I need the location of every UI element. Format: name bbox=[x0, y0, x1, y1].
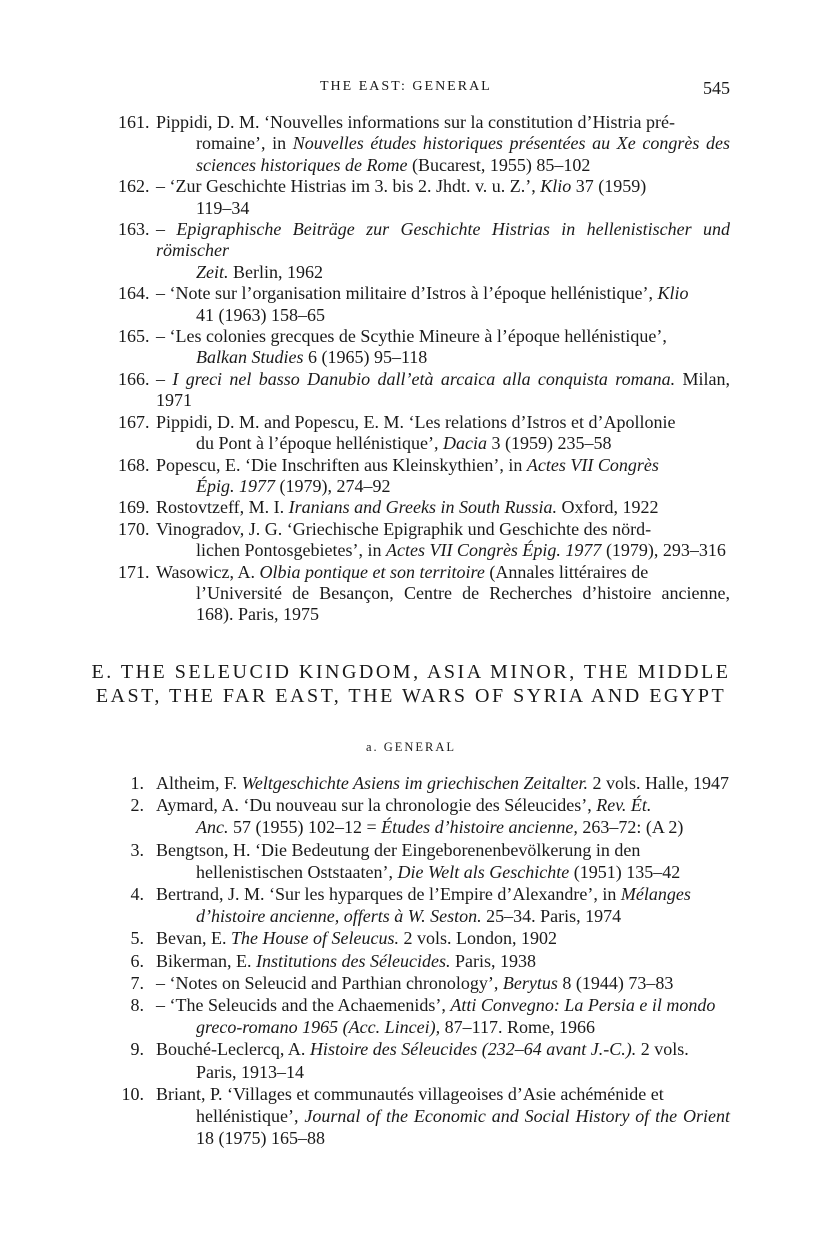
entry-text bbox=[156, 927, 730, 949]
entry-number: 9. bbox=[130, 1039, 144, 1060]
entry-number: 166. bbox=[118, 368, 150, 389]
entry-number: 3. bbox=[130, 839, 144, 860]
entry-continuation: lichen Pontosgebietes’, in Actes VII Congrès Épig. 1977 (1979), 293–316 bbox=[196, 540, 726, 561]
entry-number: 6. bbox=[130, 950, 144, 971]
bibliography-entry bbox=[118, 283, 730, 326]
entry-first-line: Pippidi, D. M. ‘Nouvelles informations sur la constitution d’Histria pré- bbox=[156, 112, 675, 132]
entry-number: 4. bbox=[130, 884, 144, 905]
entry-first-line: Bengtson, H. ‘Die Bedeutung der Eingeborenenbevölkerung in den bbox=[156, 839, 641, 860]
entry-first-line: – ‘Les colonies grecques de Scythie Mineure à l’époque hellénistique’, bbox=[156, 326, 667, 347]
entry-number: 164. bbox=[118, 283, 150, 304]
bibliography-entry bbox=[118, 883, 730, 927]
entry-number: 169. bbox=[118, 497, 150, 518]
entry-number: 1. bbox=[130, 773, 144, 793]
entry-first-line: Briant, P. ‘Villages et communautés villageoises d’Asie achéménide et bbox=[156, 1083, 664, 1104]
bibliography-entry bbox=[118, 326, 730, 369]
running-head bbox=[130, 79, 730, 101]
bibliography-entry bbox=[118, 455, 730, 498]
entry-first-line: Bertrand, J. M. ‘Sur les hyparques de l’Empire d’Alexandre’, in Mélanges bbox=[156, 884, 691, 905]
entry-number: 167. bbox=[118, 411, 150, 432]
bibliography-entry bbox=[118, 562, 730, 626]
entry-first-line: – I greci nel basso Danubio dall’età arcaica alla conquista romana. Milan, 1971 bbox=[156, 368, 731, 411]
entry-continuation: hellenistischen Oststaaten’, Die Welt als Geschichte (1951) 135–42 bbox=[196, 861, 681, 882]
bibliography-entry bbox=[118, 1038, 730, 1082]
entry-number: 7. bbox=[130, 972, 144, 993]
bibliography-entry bbox=[118, 772, 730, 794]
entry-continuation: 41 (1963) 158–65 bbox=[196, 304, 325, 325]
entry-first-line: Popescu, E. ‘Die Inschriften aus Kleinskythien’, in Actes VII Congrès bbox=[156, 454, 659, 475]
entry-first-line: – ‘Zur Geschichte Histrias im 3. bis 2. Jhdt. v. u. Z.’, Klio 37 (1959) bbox=[156, 176, 647, 197]
bibliography-entry bbox=[118, 1083, 730, 1150]
entry-first-line: – Epigraphische Beiträge zur Geschichte Histrias in hellenistischer und römischer bbox=[156, 219, 731, 261]
entry-text bbox=[156, 369, 730, 412]
bibliography-entry bbox=[118, 794, 730, 838]
entry-first-line: Vinogradov, J. G. ‘Griechische Epigraphik und Geschichte des nörd- bbox=[156, 518, 652, 539]
entry-continuation: l’Université de Besançon, Centre de Recherches d’histoire ancienne, 168). Paris, 1975 bbox=[196, 582, 730, 625]
entry-text bbox=[156, 994, 730, 1038]
entry-text bbox=[156, 219, 730, 283]
entry-number: 5. bbox=[130, 928, 144, 949]
entry-text bbox=[156, 950, 730, 972]
entry-first-line: Altheim, F. Weltgeschichte Asiens im griechischen Zeitalter. 2 vols. Halle, 1947 bbox=[156, 773, 730, 793]
entry-first-line: Bouché-Leclercq, A. Histoire des Séleucides (232–64 avant J.-C.). 2 vols. bbox=[156, 1039, 689, 1060]
entry-text bbox=[156, 1038, 730, 1082]
entry-continuation: du Pont à l’époque hellénistique’, Dacia 3 (1959) 235–58 bbox=[196, 433, 612, 454]
entry-continuation: Zeit. Berlin, 1962 bbox=[196, 261, 324, 282]
entry-continuation: Anc. 57 (1955) 102–12 = Études d’histoire ancienne, 263–72: (A 2) bbox=[196, 817, 684, 838]
entry-number: 171. bbox=[118, 561, 150, 582]
entry-number: 10. bbox=[121, 1083, 144, 1104]
entry-text bbox=[156, 112, 730, 176]
bibliography-entry bbox=[118, 369, 730, 412]
bibliography-entry bbox=[118, 839, 730, 883]
bibliography-entry bbox=[118, 927, 730, 949]
bibliography-entry bbox=[118, 412, 730, 455]
running-head-title: THE EAST: GENERAL bbox=[320, 79, 492, 94]
entry-number: 162. bbox=[118, 176, 150, 197]
subsection-heading: a. GENERAL bbox=[365, 740, 457, 754]
entry-first-line: – ‘Notes on Seleucid and Parthian chronology’, Berytus 8 (1944) 73–83 bbox=[156, 972, 674, 993]
bibliography-entry bbox=[118, 994, 730, 1038]
bibliography-entry bbox=[118, 219, 730, 283]
entry-text bbox=[156, 562, 730, 626]
entry-text bbox=[156, 497, 730, 518]
bibliography-entry bbox=[118, 112, 730, 176]
entry-number: 161. bbox=[118, 112, 150, 132]
entry-number: 165. bbox=[118, 326, 150, 347]
entry-first-line: Bikerman, E. Institutions des Séleucides. Paris, 1938 bbox=[156, 950, 536, 971]
entry-continuation: Épig. 1977 (1979), 274–92 bbox=[196, 475, 391, 496]
entry-text bbox=[156, 772, 730, 794]
entry-text bbox=[156, 972, 730, 994]
entry-number: 170. bbox=[118, 518, 150, 539]
bibliography-list-bottom bbox=[118, 772, 730, 1149]
bibliography-list-top bbox=[118, 112, 730, 626]
entry-text bbox=[156, 176, 730, 219]
bibliography-entry bbox=[118, 176, 730, 219]
entry-first-line: Rostovtzeff, M. I. Iranians and Greeks in South Russia. Oxford, 1922 bbox=[156, 497, 659, 518]
entry-text bbox=[156, 883, 730, 927]
entry-text bbox=[156, 794, 730, 838]
entry-continuation: hellénistique’, Journal of the Economic and Social History of the Orient 18 (1975) 165–88 bbox=[196, 1106, 731, 1149]
section-heading: E. THE SELEUCID KINGDOM, ASIA MINOR, THE MIDDLE EAST, THE FAR EAST, THE WARS OF SYRIA AND EGYPT bbox=[91, 661, 731, 707]
entry-first-line: – ‘The Seleucids and the Achaemenids’, Atti Convegno: La Persia e il mondo bbox=[156, 995, 716, 1016]
entry-first-line: Wasowicz, A. Olbia pontique et son territoire (Annales littéraires de bbox=[156, 561, 649, 582]
bibliography-entry bbox=[118, 950, 730, 972]
bibliography-entry bbox=[118, 519, 730, 562]
entry-text bbox=[156, 283, 730, 326]
entry-continuation: Paris, 1913–14 bbox=[196, 1061, 304, 1082]
entry-first-line: Bevan, E. The House of Seleucus. 2 vols. London, 1902 bbox=[156, 928, 557, 949]
entry-number: 168. bbox=[118, 454, 150, 475]
entry-text bbox=[156, 412, 730, 455]
entry-continuation: romaine’, in Nouvelles études historiques présentées au Xe congrès des sciences historiques de Rome (Bucarest, 1955) 85–102 bbox=[196, 133, 730, 175]
entry-continuation: 119–34 bbox=[196, 197, 250, 218]
entry-text bbox=[156, 519, 730, 562]
page-number: 545 bbox=[703, 78, 730, 98]
bibliography-entry bbox=[118, 972, 730, 994]
entry-number: 8. bbox=[130, 995, 144, 1016]
entry-number: 163. bbox=[118, 219, 150, 240]
entry-text bbox=[156, 1083, 730, 1150]
entry-text bbox=[156, 326, 730, 369]
entry-first-line: Aymard, A. ‘Du nouveau sur la chronologie des Séleucides’, Rev. Ét. bbox=[156, 795, 652, 816]
entry-continuation: Balkan Studies 6 (1965) 95–118 bbox=[196, 347, 428, 368]
entry-continuation: greco-romano 1965 (Acc. Lincei), 87–117. Rome, 1966 bbox=[196, 1017, 595, 1038]
entry-continuation: d’histoire ancienne, offerts à W. Seston. 25–34. Paris, 1974 bbox=[196, 906, 622, 927]
entry-text bbox=[156, 455, 730, 498]
entry-first-line: Pippidi, D. M. and Popescu, E. M. ‘Les relations d’Istros et d’Apollonie bbox=[156, 411, 676, 432]
bibliography-entry bbox=[118, 497, 730, 518]
entry-number: 2. bbox=[130, 795, 144, 816]
entry-first-line: – ‘Note sur l’organisation militaire d’Istros à l’époque hellénistique’, Klio bbox=[156, 283, 689, 304]
entry-text bbox=[156, 839, 730, 883]
